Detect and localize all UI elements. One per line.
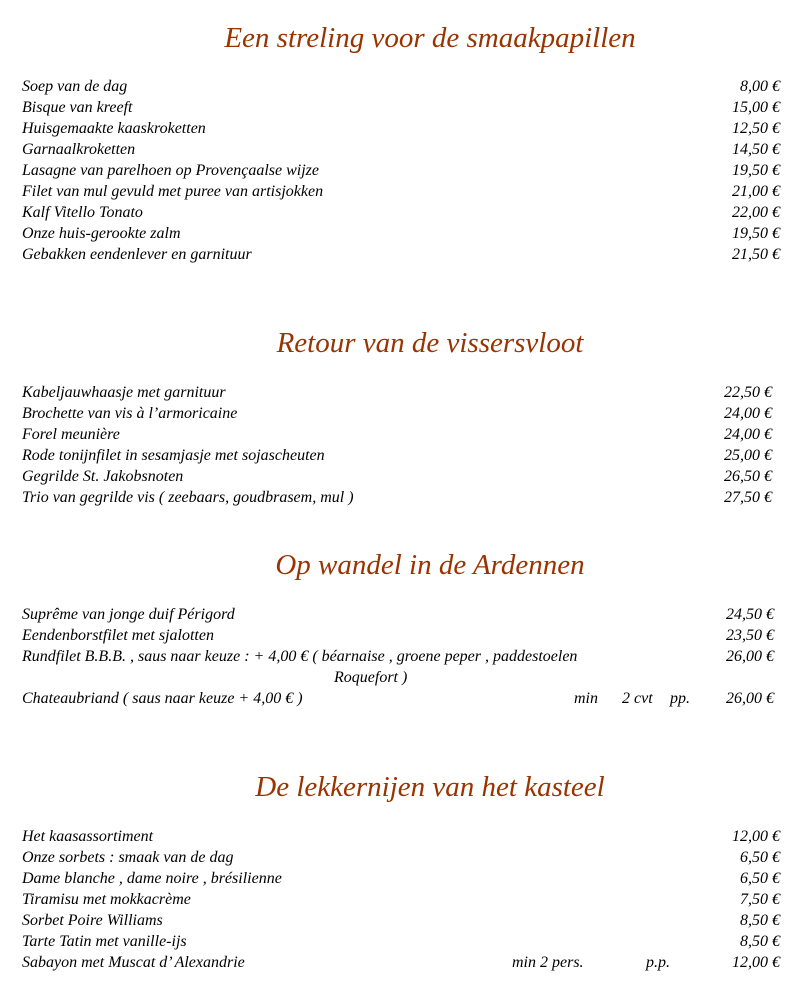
menu-item [22,604,774,625]
item-name: Het kaasassortiment [22,828,154,845]
item-name: Filet van mul gevuld met puree van artisjokken [22,183,324,200]
menu-item [22,424,772,445]
item-name: Forel meunière [22,426,120,443]
item-name: Gebakken eendenlever en garnituur [22,246,252,263]
item-price: 7,50 € [740,891,780,908]
item-price: 15,00 € [732,99,780,116]
menu-item-continuation [22,667,774,688]
menu-item [22,466,772,487]
menu-item [22,646,774,667]
item-name: Huisgemaakte kaaskroketten [22,120,206,137]
menu-item [22,160,780,181]
item-min: min 2 cvt [574,690,653,707]
item-name: Suprême van jonge duif Périgord [22,606,235,623]
menu-item [22,181,780,202]
menu-item [22,76,780,97]
item-name: Soep van de dag [22,78,128,95]
menu-item [22,625,774,646]
item-name-continuation: Roquefort ) [334,669,408,686]
item-pp: p.p. [646,954,670,971]
item-name: Brochette van vis à l’armoricaine [22,405,238,422]
item-price: 8,00 € [740,78,780,95]
item-price: 22,50 € [724,384,772,401]
menu-item [22,847,780,868]
item-name: Rundfilet B.B.B. , saus naar keuze : + 4,00 € ( béarnaise , groene peper , paddestoelen [22,648,578,665]
menu-item [22,688,774,709]
section-title-fish: Retour van de vissersvloot [276,327,584,359]
item-price: 26,00 € [726,690,774,707]
item-price: 27,50 € [724,489,772,506]
menu-item [22,826,780,847]
item-price: 21,50 € [732,246,780,263]
menu-item [22,97,780,118]
menu-item [22,244,780,265]
item-price: 6,50 € [740,870,780,887]
item-name: Sabayon met Muscat d’ Alexandrie [22,954,245,971]
item-pp: pp. [670,690,690,707]
item-name: Kabeljauwhaasje met garnituur [22,384,226,401]
item-name: Onze sorbets : smaak van de dag [22,849,234,866]
item-name: Tiramisu met mokkacrème [22,891,191,908]
item-name: Trio van gegrilde vis ( zeebaars, goudbrasem, mul ) [22,489,354,506]
item-name: Rode tonijnfilet in sesamjasje met sojascheuten [22,447,325,464]
item-name: Eendenborstfilet met sjalotten [22,627,214,644]
item-price: 19,50 € [732,225,780,242]
item-name: Bisque van kreeft [22,99,133,116]
item-price: 22,00 € [732,204,780,221]
item-name: Tarte Tatin met vanille-ijs [22,933,187,950]
menu-item [22,952,780,973]
item-name: Sorbet Poire Williams [22,912,163,929]
menu-item [22,223,780,244]
item-price: 12,50 € [732,120,780,137]
menu-item [22,403,772,424]
item-price: 25,00 € [724,447,772,464]
item-price: 24,00 € [724,405,772,422]
menu-item [22,889,780,910]
item-price: 23,50 € [726,627,774,644]
item-name: Onze huis-gerookte zalm [22,225,181,242]
item-price: 6,50 € [740,849,780,866]
menu-item [22,118,780,139]
item-name: Dame blanche , dame noire , brésilienne [22,870,282,887]
menu-item [22,202,780,223]
item-price: 12,00 € [732,954,780,971]
item-price: 19,50 € [732,162,780,179]
item-price: 24,00 € [724,426,772,443]
menu-item [22,910,780,931]
item-price: 12,00 € [732,828,780,845]
item-name: Chateaubriand ( saus naar keuze + 4,00 € ) [22,690,303,707]
item-name: Gegrilde St. Jakobsnoten [22,468,184,485]
item-price: 8,50 € [740,912,780,929]
item-name: Garnaalkroketten [22,141,136,158]
item-price: 14,50 € [732,141,780,158]
section-title-desserts: De lekkernijen van het kasteel [255,771,605,803]
section-title-meat: Op wandel in de Ardennen [275,549,585,581]
menu-item [22,931,780,952]
item-name: Lasagne van parelhoen op Provençaalse wijze [22,162,319,179]
item-min: min 2 pers. [512,954,584,971]
item-price: 26,50 € [724,468,772,485]
item-price: 24,50 € [726,606,774,623]
menu-item [22,382,772,403]
section-title-starters: Een streling voor de smaakpapillen [224,22,636,54]
item-price: 8,50 € [740,933,780,950]
menu-item [22,139,780,160]
menu-item [22,445,772,466]
menu-item [22,487,772,508]
menu-item [22,868,780,889]
item-price: 26,00 € [726,648,774,665]
item-price: 21,00 € [732,183,780,200]
item-name: Kalf Vitello Tonato [22,204,143,221]
